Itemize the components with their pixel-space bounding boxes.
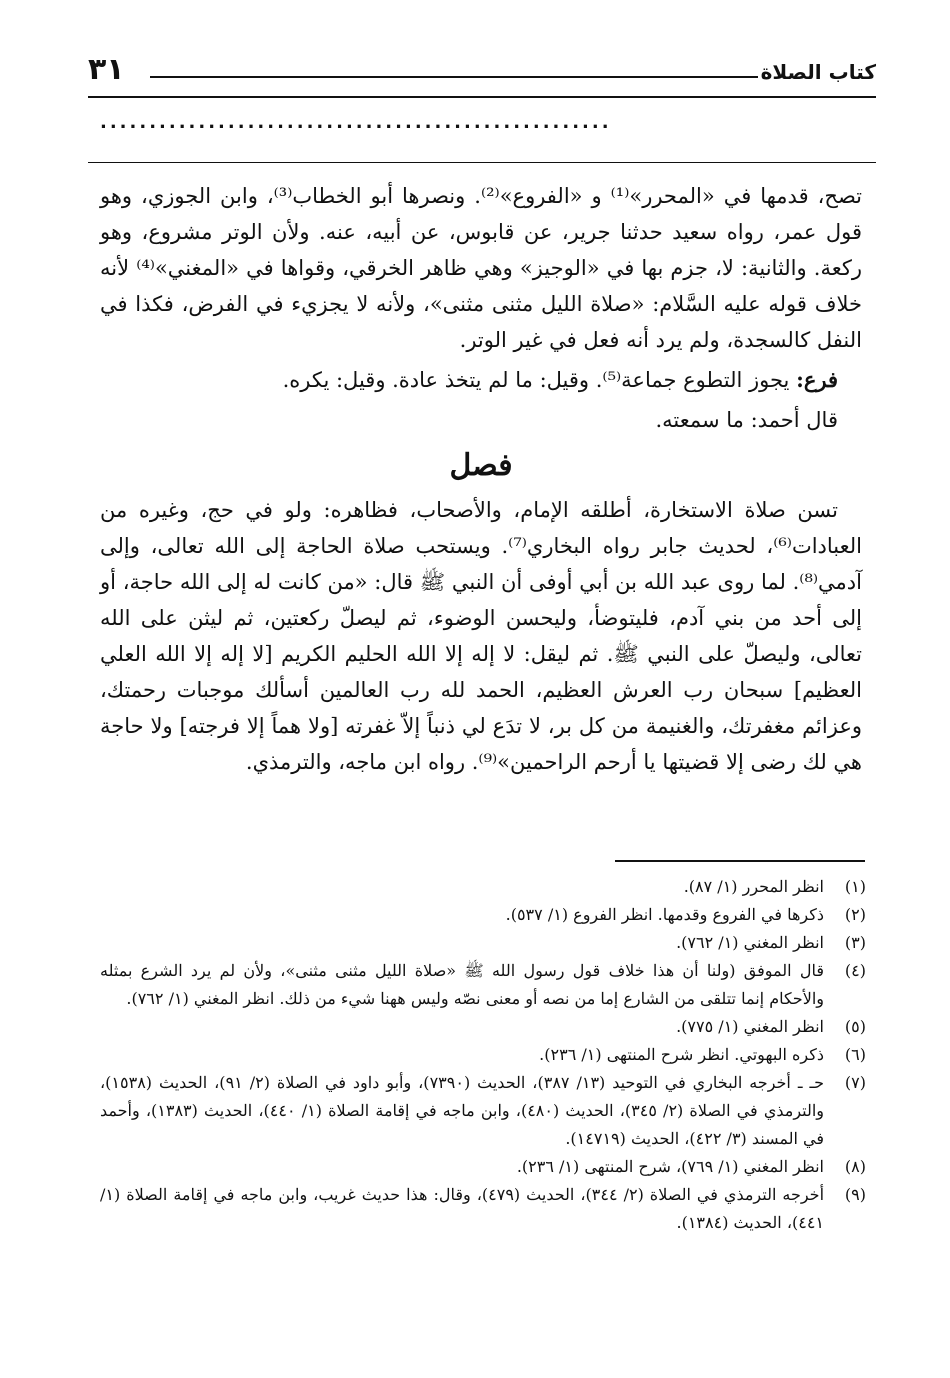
footnote-text: قال الموفق (ولنا أن هذا خلاف قول رسول الله ﷺ «صلاة الليل مثنى مثنى»، ولأن لم يرد الشرع بمثله والأحكام إنما تتلقى من الشارع إما من نصه أو معنى نصّه وليس ههنا شيء من ذلك. انظر المغني (١/ ٧٦٢). bbox=[100, 961, 824, 1008]
footnote bbox=[100, 929, 866, 957]
footnote-text: انظر المغني (١/ ٧٧٥). bbox=[676, 1017, 824, 1036]
footnote-text: انظر المحرر (١/ ٨٧). bbox=[683, 877, 824, 896]
footnote-number: (٤) bbox=[844, 961, 866, 980]
footnotes bbox=[100, 873, 866, 1237]
footnote-number: (٦) bbox=[844, 1045, 866, 1064]
branch-label: فرع: bbox=[796, 367, 838, 392]
header-divider bbox=[88, 96, 876, 98]
footnote bbox=[100, 873, 866, 901]
section-heading: فصل bbox=[449, 448, 513, 483]
footnote-number: (٢) bbox=[844, 905, 866, 924]
branch-text: يجوز التطوع جماعة⁽⁵⁾. وقيل: ما لم يتخذ عادة. وقيل: يكره. bbox=[282, 368, 790, 392]
footnote bbox=[100, 1041, 866, 1069]
footnote bbox=[100, 1069, 866, 1153]
page-header bbox=[88, 52, 876, 92]
footnote-text: انظر المغني (١/ ٧٦٢). bbox=[676, 933, 824, 952]
footnote-number: (٣) bbox=[844, 933, 866, 952]
footnote-number: (٨) bbox=[844, 1157, 866, 1176]
ahmad-quote: قال أحمد: ما سمعته. bbox=[655, 408, 838, 432]
main-text bbox=[100, 178, 862, 780]
paragraph-1: تصح، قدمها في «المحرر»⁽¹⁾ و «الفروع»⁽²⁾. ونصرها أبو الخطاب⁽³⁾، وابن الجوزي، وهو قول عمر، رواه سعيد حدثنا جرير، عن قابوس، عن أبيه، عنه. ولأن الوتر مشروع، وهو ركعة. والثانية: لا، جزم بها في «الوجيز» وهي ظاهر الخرقي، وقواها في «المغني»⁽⁴⁾ لأنه خلاف قوله عليه السَّلام: «صلاة الليل مثنى مثنى»، ولأنه لا يجزيء في الفرض، فكذا في النفل كالسجدة، ولم يرد أنه فعل في غير الوتر. bbox=[100, 184, 862, 352]
footnote-number: (٩) bbox=[844, 1185, 866, 1204]
footnote-number: (٧) bbox=[844, 1073, 866, 1092]
omission-dots: .................................................... bbox=[100, 112, 612, 133]
footnote bbox=[100, 957, 866, 1013]
footnote-divider bbox=[615, 860, 865, 862]
footnote-text: انظر المغني (١/ ٧٦٩)، شرح المنتهى (١/ ٢٣٦). bbox=[516, 1157, 824, 1176]
footnote bbox=[100, 901, 866, 929]
footnote-text: أخرجه الترمذي في الصلاة (٢/ ٣٤٤)، الحديث (٤٧٩)، وقال: هذا حديث غريب، وابن ماجه في إقامة الصلاة (١/ ٤٤١)، الحديث (١٣٨٤). bbox=[100, 1185, 825, 1232]
footnote bbox=[100, 1013, 866, 1041]
page-number: ٣١ bbox=[88, 52, 125, 87]
footnote-number: (٥) bbox=[844, 1017, 866, 1036]
footnote bbox=[100, 1181, 866, 1237]
header-line bbox=[150, 76, 758, 78]
branch-paragraph bbox=[100, 362, 862, 398]
footnote-text: ذكرها في الفروع وقدمها. انظر الفروع (١/ ٥٣٧). bbox=[505, 905, 824, 924]
footnote-text: حـ ـ أخرجه البخاري في التوحيد (١٣/ ٣٨٧)، الحديث (٧٣٩٠)، وأبو داود في الصلاة (٢/ ٩١)، الحديث (١٥٣٨)، والترمذي في الصلاة (٢/ ٣٤٥)، الحديث (٤٨٠)، وابن ماجه في إقامة الصلاة (١/ ٤٤٠)، الحديث (١٣٨٣)، وأحمد في المسند (٣/ ٤٢٢)، الحديث (١٤٧١٩). bbox=[100, 1073, 825, 1148]
footnote-number: (١) bbox=[844, 877, 866, 896]
running-title: كتاب الصلاة bbox=[760, 60, 876, 84]
footnote bbox=[100, 1153, 866, 1181]
paragraph-2: تسن صلاة الاستخارة، أطلقه الإمام، والأصحاب، فظاهره: ولو في حج، وغيره من العبادات⁽⁶⁾، لحديث جابر رواه البخاري⁽⁷⁾. ويستحب صلاة الحاجة إلى الله تعالى، وإلى آدمي⁽⁸⁾. لما روى عبد الله بن أبي أوفى أن النبي ﷺ قال: «من كانت له إلى الله حاجة، أو إلى أحد من بني آدم، فليتوضأ، وليحسن الوضوء، ثم ليصلّ ركعتين، ثم ليثن على الله تعالى، وليصلّ على النبي ﷺ. ثم ليقل: لا إله إلا الله الحليم الكريم [لا إله إلا الله العلي العظيم] سبحان رب العرش العظيم، الحمد لله رب العالمين أسألك موجبات رحمتك، وعزائم مغفرتك، والغنيمة من كل بر، لا تدَع لي ذنباً إلاّ غفرته [ولا هماً إلا فرجته] ولا حاجة هي لك رضى إلا قضيتها يا أرحم الراحمين»⁽⁹⁾. رواه ابن ماجه، والترمذي. bbox=[100, 498, 862, 774]
section-divider bbox=[88, 162, 876, 163]
footnote-text: ذكره البهوتي. انظر شرح المنتهى (١/ ٢٣٦). bbox=[539, 1045, 824, 1064]
